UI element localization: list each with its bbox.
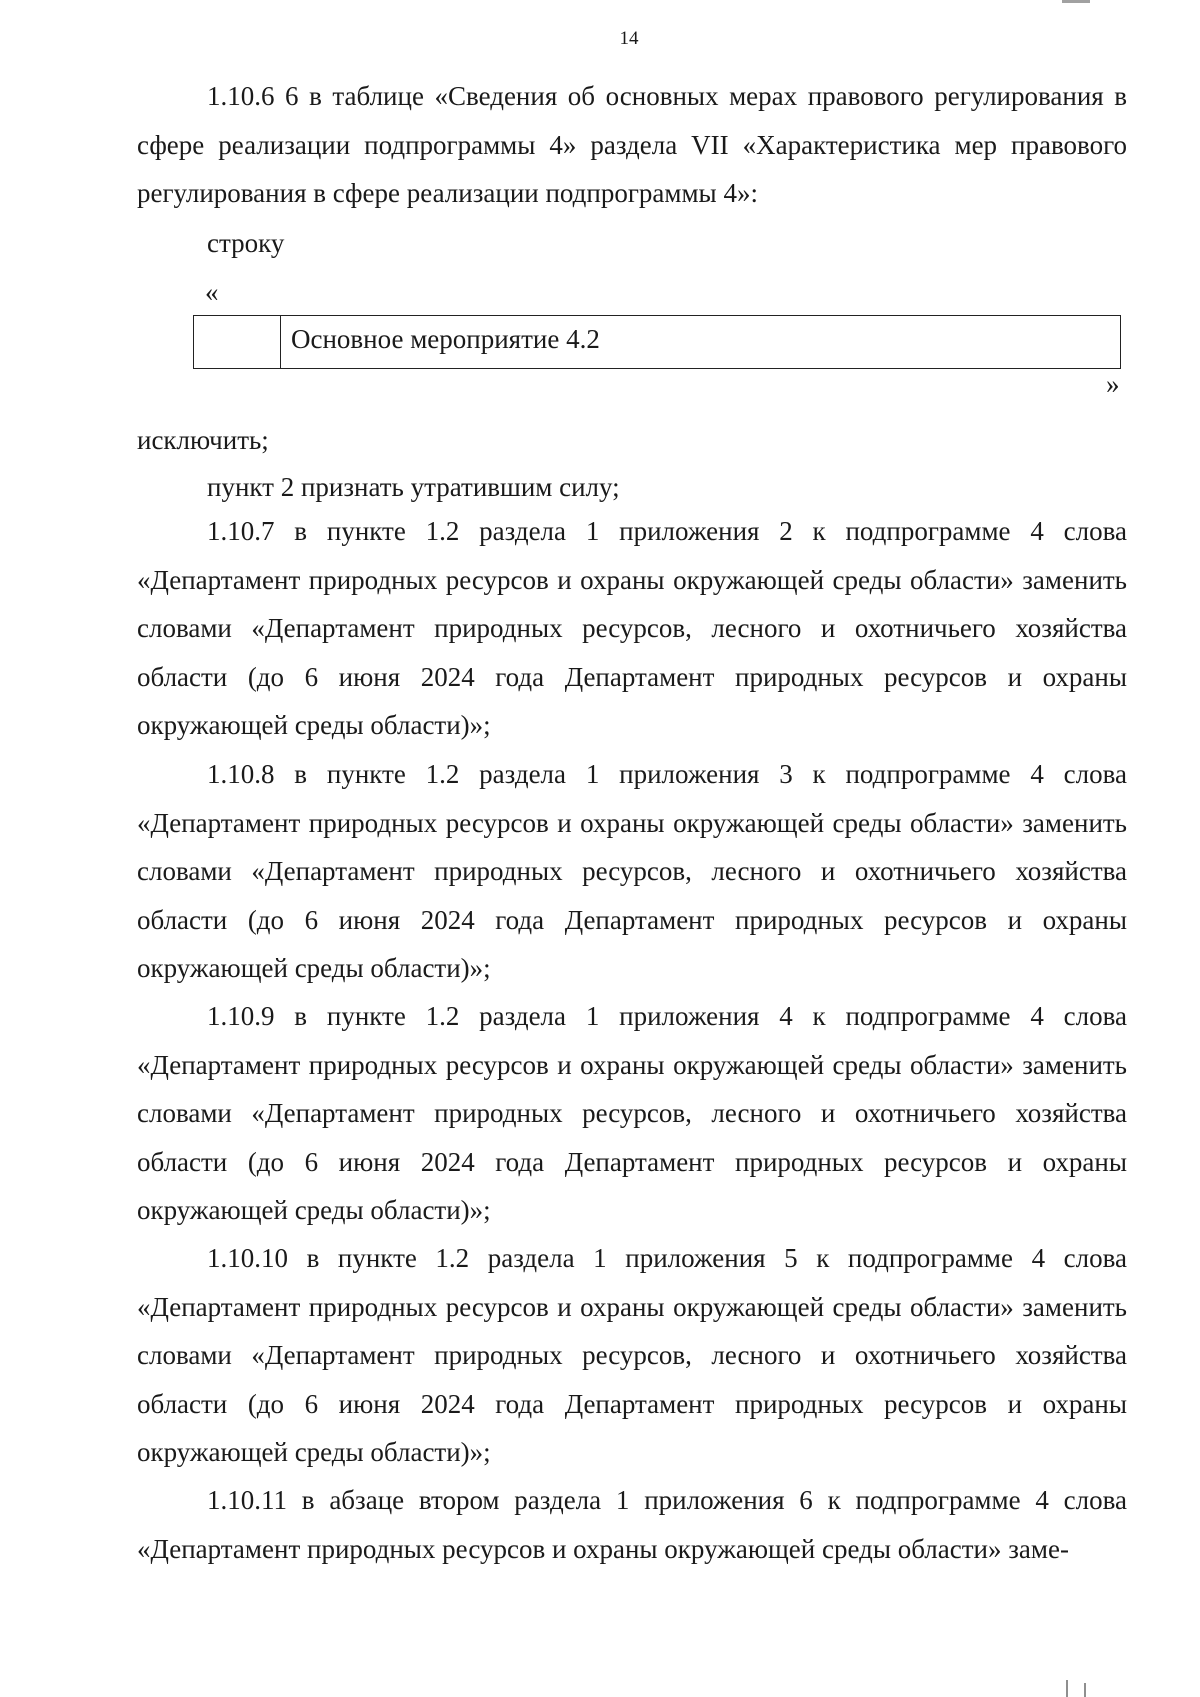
paragraph-1-10-9: 1.10.9 в пункте 1.2 раздела 1 приложения 4 к подпрограмме 4 слова «Департамент природных ресурсов и охраны окружающей среды области» заменить словами «Департамент природных ресурсов, лесного и охотничьего хозяйства области (до 6 июня 2024 года Департамент природных ресурсов и охраны окружающей среды области)»;	[137, 1001, 1127, 1225]
scan-artifact-top	[1062, 0, 1090, 3]
quoted-table-row	[193, 315, 1121, 369]
paragraph-1-10-6: 1.10.6 6 в таблице «Сведения об основных мерах правового регулирования в сфере реализации подпрограммы 4» раздела VII «Характеристика мер правового регулирования в сфере реализации подпрограммы 4»:	[137, 81, 1127, 208]
paragraph-punkt-2: пункт 2 признать утратившим силу;	[207, 472, 620, 502]
paragraph-iskluchit: исключить;	[137, 425, 269, 455]
close-quote: »	[1106, 369, 1120, 399]
open-quote: «	[205, 277, 219, 307]
paragraph-1-10-8: 1.10.8 в пункте 1.2 раздела 1 приложения 3 к подпрограмме 4 слова «Департамент природных ресурсов и охраны окружающей среды области» заменить словами «Департамент природных ресурсов, лесного и охотничьего хозяйства области (до 6 июня 2024 года Департамент природных ресурсов и охраны окружающей среды области)»;	[137, 759, 1127, 983]
paragraph-1-10-10: 1.10.10 в пункте 1.2 раздела 1 приложения 5 к подпрограмме 4 слова «Департамент природных ресурсов и охраны окружающей среды области» заменить словами «Департамент природных ресурсов, лесного и охотничьего хозяйства области (до 6 июня 2024 года Департамент природных ресурсов и охраны окружающей среды области)»;	[137, 1243, 1127, 1467]
paragraph-1-10-11: 1.10.11 в абзаце втором раздела 1 приложения 6 к подпрограмме 4 слова «Департамент природных ресурсов и охраны окружающей среды области» заме-	[137, 1485, 1127, 1564]
scan-artifact-bottom-left	[1066, 1680, 1068, 1697]
page-number: 14	[619, 28, 639, 49]
table-cell-number	[194, 316, 281, 368]
paragraph-stroku: строку	[207, 228, 285, 258]
scan-artifact-bottom-right	[1084, 1683, 1086, 1697]
table-cell-text: Основное мероприятие 4.2	[291, 324, 600, 354]
paragraph-1-10-7: 1.10.7 в пункте 1.2 раздела 1 приложения 2 к подпрограмме 4 слова «Департамент природных ресурсов и охраны окружающей среды области» заменить словами «Департамент природных ресурсов, лесного и охотничьего хозяйства области (до 6 июня 2024 года Департамент природных ресурсов и охраны окружающей среды области)»;	[137, 516, 1127, 740]
